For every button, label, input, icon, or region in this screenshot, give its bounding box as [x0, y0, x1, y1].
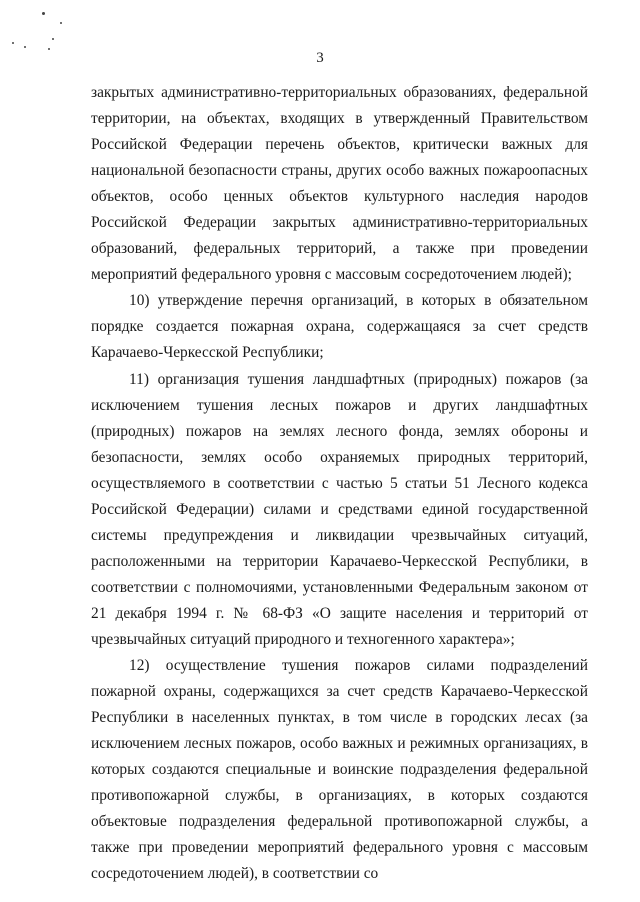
scan-speck — [12, 42, 14, 44]
scan-speck — [52, 38, 54, 40]
scan-speck — [24, 46, 26, 48]
paragraph-item-12: 12) осуществление тушения пожаров силами подразделений пожарной охраны, содержащихся за счет средств Карачаево-Черкесской Республики в населенных пунктах, в том числе в городских лесах (за исключением лесных пожаров, особо важных и режимных организациях, в которых создаются специальные и воинские подразделения федеральной противопожарной службы, в организациях, в которых создаются объектовые подразделения федеральной противопожарной службы, а также при проведении мероприятий федерального уровня с массовым сосредоточением людей), в соответствии со — [91, 657, 588, 883]
scan-speck — [60, 22, 62, 24]
scan-speck — [42, 12, 45, 15]
page-number: 3 — [316, 50, 324, 66]
paragraph-item-11: 11) организация тушения ландшафтных (природных) пожаров (за исключением тушения лесных пожаров и других ландшафтных (природных) пожаров на землях лесного фонда, землях обороны и безопасности, землях особо охраняемых природных территорий, осуществляемого в соответствии с частью 5 статьи 51 Лесного кодекса Российской Федерации) силами и средствами единой государственной системы предупреждения и ликвидации чрезвычайных ситуаций, расположенными на территории Карачаево-Черкесской Республики, в соответствии с полномочиями, установленными Федеральным законом от 21 декабря 1994 г. № 68-ФЗ «О защите населения и территорий от чрезвычайных ситуаций природного и техногенного характера»; — [91, 370, 588, 648]
paragraph-continuation: закрытых административно-территориальных образованиях, федеральной территории, на объектах, входящих в утвержденный Правительством Российской Федерации перечень объектов, критически важных для национальной безопасности страны, других особо важных пожароопасных объектов, особо ценных объектов культурного наследия народов Российской Федерации закрытых административно-территориальных образований, федеральных территорий, а также при проведении мероприятий федерального уровня с массовым сосредоточением людей); — [91, 84, 588, 284]
paragraph-item-10: 10) утверждение перечня организаций, в которых в обязательном порядке создается пожарная охрана, содержащаяся за счет средств Карачаево-Черкесской Республики; — [91, 292, 588, 362]
document-body — [91, 80, 588, 887]
